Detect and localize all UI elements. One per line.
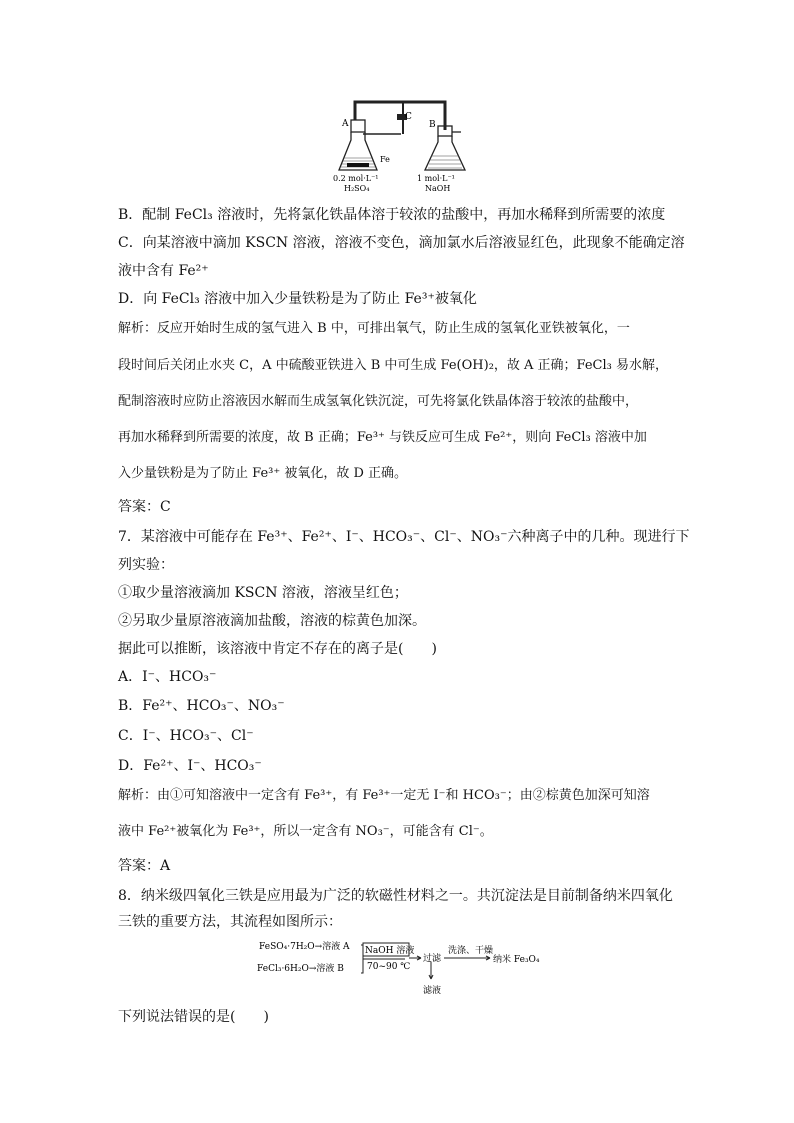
left-conc: 0.2 mol·L⁻¹ bbox=[333, 174, 379, 183]
apparatus-figure bbox=[325, 90, 475, 198]
label-Fe: Fe bbox=[380, 155, 390, 164]
q6-answer: 答案：C bbox=[118, 499, 171, 515]
flow-reagent-2: FeCl₃·6H₂O→溶液 B bbox=[257, 964, 344, 974]
flow-filtrate: 滤液 bbox=[423, 986, 442, 996]
q8-stem-line2: 三铁的重要方法，其流程如图所示： bbox=[118, 914, 342, 930]
label-B: B bbox=[429, 120, 436, 130]
q7-option-d: D．Fe²⁺、I⁻、HCO₃⁻ bbox=[118, 758, 262, 774]
q8-question: 下列说法错误的是( ) bbox=[118, 1009, 269, 1025]
flow-filter: 过滤 bbox=[423, 954, 442, 964]
q6-option-c-line1: C．向某溶液中滴加 KSCN 溶液，溶液不变色，滴加氯水后溶液显红色，此现象不能确定溶 bbox=[118, 235, 685, 251]
right-conc: 1 mol·L⁻¹ bbox=[417, 174, 455, 183]
q7-analysis-line: 解析：由①可知溶液中一定含有 Fe³⁺，有 Fe³⁺一定无 I⁻和 HCO₃⁻；由②棕黄色加深可知溶 bbox=[118, 788, 650, 803]
label-C: C bbox=[405, 112, 412, 122]
flow-product: 纳米 Fe₃O₄ bbox=[493, 955, 540, 965]
q7-option-c: C．I⁻、HCO₃⁻、Cl⁻ bbox=[118, 728, 254, 744]
q7-analysis-line: 液中 Fe²⁺被氧化为 Fe³⁺，所以一定含有 NO₃⁻，可能含有 Cl⁻。 bbox=[118, 824, 493, 839]
flow-wash: 洗涤、干燥 bbox=[448, 946, 494, 956]
q7-answer: 答案：A bbox=[118, 858, 171, 874]
right-reagent: NaOH bbox=[425, 184, 451, 193]
q6-analysis-line: 段时间后关闭止水夹 C，A 中硫酸亚铁进入 B 中可生成 Fe(OH)₂，故 A 正确；FeCl₃ 易水解， bbox=[118, 358, 669, 373]
q7-question: 据此可以推断，该溶液中肯定不存在的离子是( ) bbox=[118, 641, 437, 657]
q6-analysis-line: 入少量铁粉是为了防止 Fe³⁺ 被氧化，故 D 正确。 bbox=[118, 466, 408, 481]
flow-box-top: NaOH 溶液 bbox=[365, 946, 415, 956]
q7-experiment-1: ①取少量溶液滴加 KSCN 溶液，溶液呈红色； bbox=[118, 585, 408, 601]
q7-experiment-2: ②另取少量原溶液滴加盐酸，溶液的棕黄色加深。 bbox=[118, 613, 426, 629]
q7-option-a: A．I⁻、HCO₃⁻ bbox=[118, 669, 217, 685]
q6-option-d: D．向 FeCl₃ 溶液中加入少量铁粉是为了防止 Fe³⁺被氧化 bbox=[118, 291, 477, 307]
flow-diagram bbox=[255, 935, 555, 997]
q6-option-b: B．配制 FeCl₃ 溶液时，先将氯化铁晶体溶于较浓的盐酸中，再加水稀释到所需要的浓度 bbox=[118, 207, 666, 223]
q6-analysis-line: 再加水稀释到所需要的浓度，故 B 正确；Fe³⁺ 与铁反应可生成 Fe²⁺，则向 FeCl₃ 溶液中加 bbox=[118, 430, 647, 445]
left-reagent: H₂SO₄ bbox=[344, 184, 370, 193]
q6-analysis-line: 配制溶液时应防止溶液因水解而生成氢氧化铁沉淀，可先将氯化铁晶体溶于较浓的盐酸中， bbox=[118, 394, 639, 409]
q6-option-c-line2: 液中含有 Fe²⁺ bbox=[118, 263, 209, 279]
label-A: A bbox=[342, 119, 349, 129]
q6-analysis-line: 解析：反应开始时生成的氢气进入 B 中，可排出氧气，防止生成的氢氧化亚铁被氧化，一 bbox=[118, 321, 630, 336]
q7-stem-line2: 列实验： bbox=[118, 557, 174, 573]
q8-stem-line1: 8．纳米级四氧化三铁是应用最为广泛的软磁性材料之一。共沉淀法是目前制备纳米四氧化 bbox=[118, 888, 673, 904]
q7-option-b: B．Fe²⁺、HCO₃⁻、NO₃⁻ bbox=[118, 698, 285, 714]
q7-stem-line1: 7．某溶液中可能存在 Fe³⁺、Fe²⁺、I⁻、HCO₃⁻、Cl⁻、NO₃⁻六种离子中的几种。现进行下 bbox=[118, 529, 690, 545]
flow-reagent-1: FeSO₄·7H₂O→溶液 A bbox=[259, 942, 350, 952]
flow-box-bottom: 70~90 ℃ bbox=[367, 962, 411, 972]
